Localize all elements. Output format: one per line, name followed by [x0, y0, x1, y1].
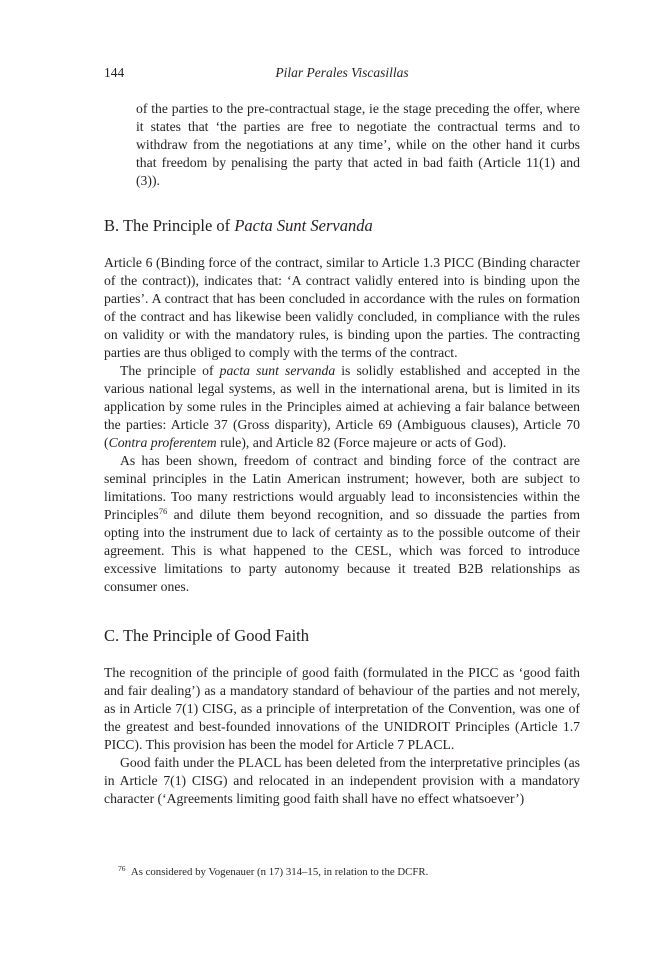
- p3-text-b: and dilute them beyond recognition, and so dissuade the parties from opting into the instrument due to lack of certainty as to the possible outcome of their agreement. This is what happened to the CESL, which was forced to introduce excessive limitations to party autonomy because it treated B2B relationships as consumer ones.: [104, 507, 580, 594]
- p2-text-a: The principle of: [120, 363, 220, 378]
- block-quote-continuation: of the parties to the pre-contractual stage, ie the stage preceding the offer, where it states that ‘the parties are free to negotiate the contractual terms and to withdraw from the negotiations at any time’, while on the other hand it curbs that freedom by penalising the party that acted in bad faith (Article 11(1) and (3)).: [136, 101, 580, 188]
- p3-text-a: As has been shown, freedom of contract and binding force of the contract are seminal principles in the Latin American instrument; however, both are subject to limitations. Too many restrictions would arguably lead to inconsistencies within the Principles: [104, 453, 580, 522]
- section-heading-b-italic: Pacta Sunt Servanda: [234, 216, 373, 235]
- running-title: Pilar Perales Viscasillas: [275, 65, 409, 80]
- p2-text-b: is solidly established and accepted in the various national legal systems, as well in the international arena, but is limited in its application by some rules in the Principles aimed at achieving a fair balance between the parties: Article 37 (Gross disparity), Article 69 (Ambiguous clauses), Article 70 (: [104, 363, 580, 450]
- section-b-paragraph-1: Article 6 (Binding force of the contract, similar to Article 1.3 PICC (Binding character of the contract)), indicates that: ‘A contract validly entered into is binding upon the parties’. A contract that has been concluded in accordance with the rules on formation of the contract and has likewise been validly concluded, in compliance with the rules on validity or with the mandatory rules, is binding upon the parties. The contracting parties are thus obliged to comply with the terms of the contract.: [104, 255, 580, 360]
- page-body: [104, 100, 580, 808]
- section-b-paragraph-2: [104, 362, 580, 452]
- running-header: [104, 65, 580, 85]
- section-c-paragraph-2: Good faith under the PLACL has been deleted from the interpretative principles (as in Article 7(1) CISG) and relocated in an independent provision with a mandatory character (‘Agreements limiting good faith shall have no effect whatsoever’): [104, 755, 580, 806]
- footnote: [104, 865, 594, 879]
- footnote-text: As considered by Vogenauer (n 17) 314–15, in relation to the DCFR.: [130, 866, 429, 878]
- p2-italic-term-2: Contra proferentem: [108, 435, 217, 450]
- page-number: 144: [104, 65, 125, 80]
- p2-italic-term: pacta sunt servanda: [219, 363, 336, 378]
- section-heading-b: [104, 215, 580, 237]
- section-heading-c: C. The Principle of Good Faith: [104, 626, 310, 645]
- section-b-paragraph-3: [104, 452, 580, 596]
- p2-text-c: rule), and Article 82 (Force majeure or acts of God).: [216, 435, 507, 450]
- section-heading-b-prefix: B. The Principle of: [104, 216, 235, 235]
- footnote-reference[interactable]: 76: [158, 506, 168, 516]
- footnote-marker: 76: [118, 864, 126, 873]
- section-c-paragraph-1: The recognition of the principle of good faith (formulated in the PICC as ‘good faith and fair dealing’) as a mandatory standard of behaviour of the parties and not merely, as in Article 7(1) CISG, as a principle of interpretation of the Convention, was one of the greatest and best-founded innovations of the UNIDROIT Principles (Article 1.7 PICC). This provision has been the model for Article 7 PLACL.: [104, 665, 580, 752]
